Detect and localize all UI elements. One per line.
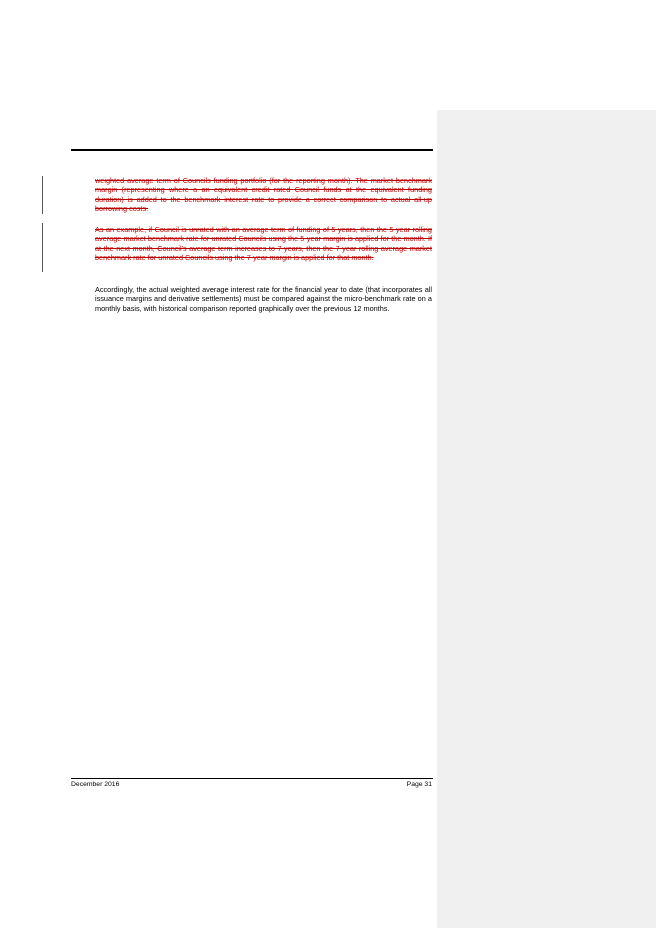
footer-date: December 2016 <box>71 781 120 788</box>
deleted-paragraph-2: As an example, if Council is unrated with an average term of funding of 5-years, then the 5 year rolling average market benchmark rate for unrated Councils using the 5-year margin is applied for the month. If at the next month, Council's average term increases to 7-years, then the 7 year rolling average market benchmark rate for unrated Councils using the 7-year margin is applied for that month. <box>95 225 432 263</box>
body-paragraph: Accordingly, the actual weighted average interest rate for the financial year to date (that incorporates all issuance margins and derivative settlements) must be compared against the micro-benchmark rate on a monthly basis, with historical comparison reported graphically over the previous 12 months. <box>95 285 432 313</box>
footer-rule <box>71 778 433 779</box>
footer-page-number: Page 31 <box>406 781 432 788</box>
deleted-paragraph-1: weighted average term of Councils funding portfolio (for the reporting month). The market benchmark margin (representing where a an equivalent credit rated Council funds at the equivalent funding duration) is added to the benchmark interest rate to provide a correct comparison to actual all-up borrowing costs. <box>95 176 432 214</box>
comment-pane <box>437 110 656 928</box>
change-bar-1 <box>42 176 43 214</box>
change-bar-2 <box>42 223 43 272</box>
header-rule <box>71 149 433 151</box>
